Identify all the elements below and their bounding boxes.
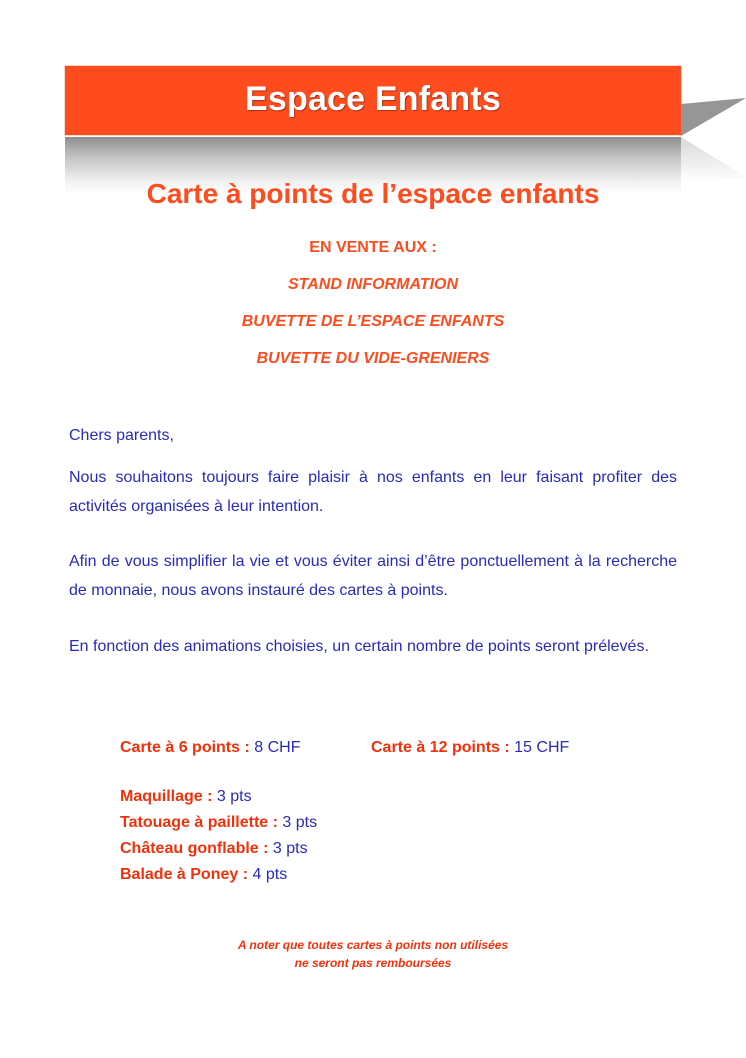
activity-item: [120, 814, 317, 832]
activity-item: [120, 866, 287, 884]
card-price-6: [120, 739, 301, 757]
letter-paragraph: En fonction des animations choisies, un certain nombre de points seront prélevés.: [69, 638, 649, 655]
activity-label: Château gonflable :: [120, 840, 269, 857]
letter-paragraph: Afin de vous simplifier la vie et vous éviter ainsi d’être ponctuellement à la recherche de monnaie, nous avons instauré des cartes à points.: [69, 553, 677, 599]
sales-location: STAND INFORMATION: [287, 276, 459, 293]
letter-greeting: Chers parents,: [69, 427, 174, 444]
activity-cost: 4 pts: [252, 866, 288, 883]
card-price: 15 CHF: [514, 739, 570, 756]
activity-cost: 3 pts: [282, 814, 318, 831]
card-label: Carte à 6 points :: [120, 739, 250, 756]
sales-heading: EN VENTE AUX :: [309, 239, 437, 256]
refund-note-line2: ne seront pas remboursées: [294, 956, 452, 970]
ribbon-fold-reflection: [681, 137, 746, 182]
activity-item: [120, 840, 308, 858]
activity-label: Tatouage à paillette :: [120, 814, 278, 831]
card-price-12: [371, 739, 569, 757]
title-banner: [65, 66, 681, 135]
sales-location: BUVETTE DU VIDE-GRENIERS: [256, 350, 490, 367]
banner-title: Espace Enfants: [244, 80, 501, 118]
sales-location: BUVETTE DE L’ESPACE ENFANTS: [241, 313, 505, 330]
page-subtitle: Carte à points de l’espace enfants: [146, 178, 600, 209]
activity-label: Balade à Poney :: [120, 866, 249, 883]
activity-label: Maquillage :: [120, 788, 213, 805]
refund-note-line1: A noter que toutes cartes à points non utilisées: [237, 938, 509, 952]
card-label: Carte à 12 points :: [371, 739, 510, 756]
letter-paragraph: Nous souhaitons toujours faire plaisir à nos enfants en leur faisant profiter des activités organisées à leur intention.: [69, 469, 677, 515]
activity-cost: 3 pts: [272, 840, 308, 857]
activity-cost: 3 pts: [216, 788, 252, 805]
ribbon-fold-shape: [681, 98, 746, 136]
card-price: 8 CHF: [254, 739, 301, 756]
activity-item: [120, 788, 252, 806]
